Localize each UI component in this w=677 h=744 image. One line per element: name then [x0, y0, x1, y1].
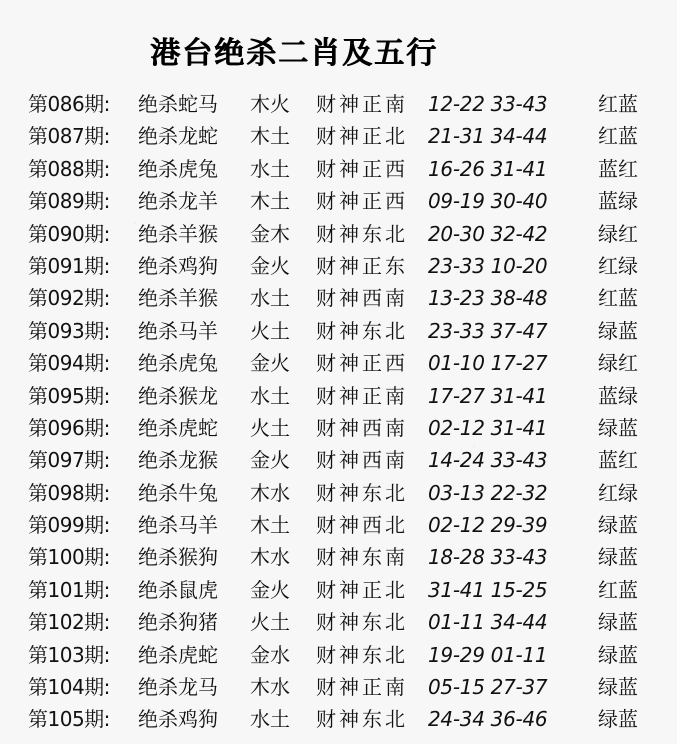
- elements-text: 水土: [250, 707, 290, 732]
- period-label: 第089期:: [28, 189, 110, 214]
- list-item: [28, 509, 668, 541]
- wealth-god-direction: 财神东北: [316, 480, 408, 505]
- number-ranges: 23-33 10-20: [428, 253, 548, 278]
- kill-zodiac-text: 绝杀牛兔: [138, 480, 218, 505]
- number-ranges: 14-24 33-43: [428, 448, 548, 473]
- number-ranges: 20-30 32-42: [428, 221, 548, 246]
- list-item: [28, 380, 668, 412]
- period-label: 第093期:: [28, 318, 110, 343]
- list-item: [28, 412, 668, 444]
- wealth-god-direction: 财神东南: [316, 545, 408, 570]
- color-waves: 红蓝: [598, 124, 638, 149]
- kill-zodiac-text: 绝杀猴狗: [138, 545, 218, 570]
- color-waves: 绿蓝: [598, 545, 638, 570]
- number-ranges: 24-34 36-46: [428, 707, 548, 732]
- list-item: [28, 639, 668, 671]
- wealth-god-direction: 财神正南: [316, 92, 408, 116]
- number-ranges: 17-27 31-41: [428, 383, 548, 408]
- prediction-list: [28, 88, 668, 736]
- color-waves: 绿蓝: [598, 675, 638, 700]
- color-waves: 绿蓝: [598, 513, 638, 538]
- kill-zodiac-text: 绝杀虎兔: [138, 351, 218, 376]
- color-waves: 绿蓝: [598, 610, 638, 635]
- number-ranges: 13-23 38-48: [428, 286, 548, 311]
- color-waves: 蓝红: [598, 156, 638, 181]
- period-label: 第087期:: [28, 124, 110, 149]
- wealth-god-direction: 财神东北: [316, 318, 408, 343]
- elements-text: 木土: [250, 513, 290, 538]
- elements-text: 火土: [250, 415, 290, 440]
- elements-text: 金火: [250, 448, 290, 473]
- elements-text: 木水: [250, 675, 290, 700]
- number-ranges: 02-12 29-39: [428, 513, 548, 538]
- wealth-god-direction: 财神正西: [316, 156, 408, 181]
- list-item: [28, 88, 668, 120]
- elements-text: 金火: [250, 253, 290, 278]
- wealth-god-direction: 财神西南: [316, 415, 408, 440]
- number-ranges: 31-41 15-25: [428, 577, 548, 602]
- period-label: 第088期:: [28, 156, 110, 181]
- color-waves: 蓝绿: [598, 383, 638, 408]
- wealth-god-direction: 财神正南: [316, 383, 408, 408]
- number-ranges: 05-15 27-37: [428, 675, 548, 700]
- wealth-god-direction: 财神东北: [316, 610, 408, 635]
- number-ranges: 02-12 31-41: [428, 415, 548, 440]
- kill-zodiac-text: 绝杀狗猪: [138, 610, 218, 635]
- number-ranges: 09-19 30-40: [428, 189, 548, 214]
- kill-zodiac-text: 绝杀虎蛇: [138, 415, 218, 440]
- list-item: [28, 282, 668, 314]
- elements-text: 火土: [250, 318, 290, 343]
- color-waves: 蓝红: [598, 448, 638, 473]
- number-ranges: 21-31 34-44: [428, 124, 548, 149]
- list-item: [28, 671, 668, 703]
- period-label: 第101期:: [28, 577, 110, 602]
- list-item: [28, 477, 668, 509]
- kill-zodiac-text: 绝杀羊猴: [138, 286, 218, 311]
- period-label: 第100期:: [28, 545, 110, 570]
- list-item: [28, 185, 668, 217]
- color-waves: 绿蓝: [598, 707, 638, 732]
- number-ranges: 16-26 31-41: [428, 156, 548, 181]
- kill-zodiac-text: 绝杀龙猴: [138, 448, 218, 473]
- wealth-god-direction: 财神东北: [316, 707, 408, 732]
- kill-zodiac-text: 绝杀鼠虎: [138, 577, 218, 602]
- kill-zodiac-text: 绝杀虎蛇: [138, 642, 218, 667]
- wealth-god-direction: 财神正西: [316, 189, 408, 214]
- period-label: 第102期:: [28, 610, 110, 635]
- period-label: 第092期:: [28, 286, 110, 311]
- list-item: [28, 703, 668, 735]
- wealth-god-direction: 财神正东: [316, 253, 408, 278]
- list-item: [28, 444, 668, 476]
- elements-text: 火土: [250, 610, 290, 635]
- kill-zodiac-text: 绝杀龙羊: [138, 189, 218, 214]
- kill-zodiac-text: 绝杀猴龙: [138, 383, 218, 408]
- period-label: 第090期:: [28, 221, 110, 246]
- color-waves: 红蓝: [598, 92, 638, 116]
- elements-text: 金火: [250, 351, 290, 376]
- elements-text: 木土: [250, 124, 290, 149]
- wealth-god-direction: 财神正南: [316, 675, 408, 700]
- color-waves: 红蓝: [598, 286, 638, 311]
- wealth-god-direction: 财神西南: [316, 286, 408, 311]
- elements-text: 水土: [250, 156, 290, 181]
- list-item: [28, 541, 668, 573]
- period-label: 第086期:: [28, 92, 110, 116]
- color-waves: 红绿: [598, 480, 638, 505]
- list-item: [28, 153, 668, 185]
- elements-text: 木土: [250, 189, 290, 214]
- kill-zodiac-text: 绝杀马羊: [138, 513, 218, 538]
- elements-text: 木水: [250, 545, 290, 570]
- color-waves: 绿蓝: [598, 642, 638, 667]
- elements-text: 水土: [250, 286, 290, 311]
- kill-zodiac-text: 绝杀鸡狗: [138, 253, 218, 278]
- elements-text: 水土: [250, 383, 290, 408]
- period-label: 第103期:: [28, 642, 110, 667]
- list-item: [28, 218, 668, 250]
- list-item: [28, 250, 668, 282]
- wealth-god-direction: 财神西北: [316, 513, 408, 538]
- wealth-god-direction: 财神西南: [316, 448, 408, 473]
- list-item: [28, 315, 668, 347]
- color-waves: 绿蓝: [598, 415, 638, 440]
- number-ranges: 01-11 34-44: [428, 610, 548, 635]
- elements-text: 金木: [250, 221, 290, 246]
- list-item: [28, 347, 668, 379]
- color-waves: 绿蓝: [598, 318, 638, 343]
- kill-zodiac-text: 绝杀羊猴: [138, 221, 218, 246]
- period-label: 第097期:: [28, 448, 110, 473]
- color-waves: 绿红: [598, 351, 638, 376]
- color-waves: 绿红: [598, 221, 638, 246]
- wealth-god-direction: 财神正北: [316, 577, 408, 602]
- number-ranges: 18-28 33-43: [428, 545, 548, 570]
- period-label: 第095期:: [28, 383, 110, 408]
- kill-zodiac-text: 绝杀龙蛇: [138, 124, 218, 149]
- color-waves: 红蓝: [598, 577, 638, 602]
- period-label: 第105期:: [28, 707, 110, 732]
- color-waves: 红绿: [598, 253, 638, 278]
- period-label: 第104期:: [28, 675, 110, 700]
- kill-zodiac-text: 绝杀马羊: [138, 318, 218, 343]
- page-title: 港台绝杀二肖及五行: [150, 36, 438, 71]
- number-ranges: 12-22 33-43: [428, 92, 548, 116]
- list-item: [28, 574, 668, 606]
- period-label: 第098期:: [28, 480, 110, 505]
- kill-zodiac-text: 绝杀龙马: [138, 675, 218, 700]
- list-item: [28, 120, 668, 152]
- list-item: [28, 606, 668, 638]
- color-waves: 蓝绿: [598, 189, 638, 214]
- number-ranges: 03-13 22-32: [428, 480, 548, 505]
- elements-text: 金水: [250, 642, 290, 667]
- number-ranges: 01-10 17-27: [428, 351, 548, 376]
- elements-text: 木火: [250, 92, 290, 116]
- kill-zodiac-text: 绝杀蛇马: [138, 92, 218, 116]
- wealth-god-direction: 财神正西: [316, 351, 408, 376]
- period-label: 第099期:: [28, 513, 110, 538]
- kill-zodiac-text: 绝杀虎兔: [138, 156, 218, 181]
- period-label: 第096期:: [28, 415, 110, 440]
- number-ranges: 23-33 37-47: [428, 318, 548, 343]
- elements-text: 金火: [250, 577, 290, 602]
- period-label: 第091期:: [28, 253, 110, 278]
- period-label: 第094期:: [28, 351, 110, 376]
- wealth-god-direction: 财神正北: [316, 124, 408, 149]
- wealth-god-direction: 财神东北: [316, 642, 408, 667]
- wealth-god-direction: 财神东北: [316, 221, 408, 246]
- elements-text: 木水: [250, 480, 290, 505]
- kill-zodiac-text: 绝杀鸡狗: [138, 707, 218, 732]
- number-ranges: 19-29 01-11: [428, 642, 548, 667]
